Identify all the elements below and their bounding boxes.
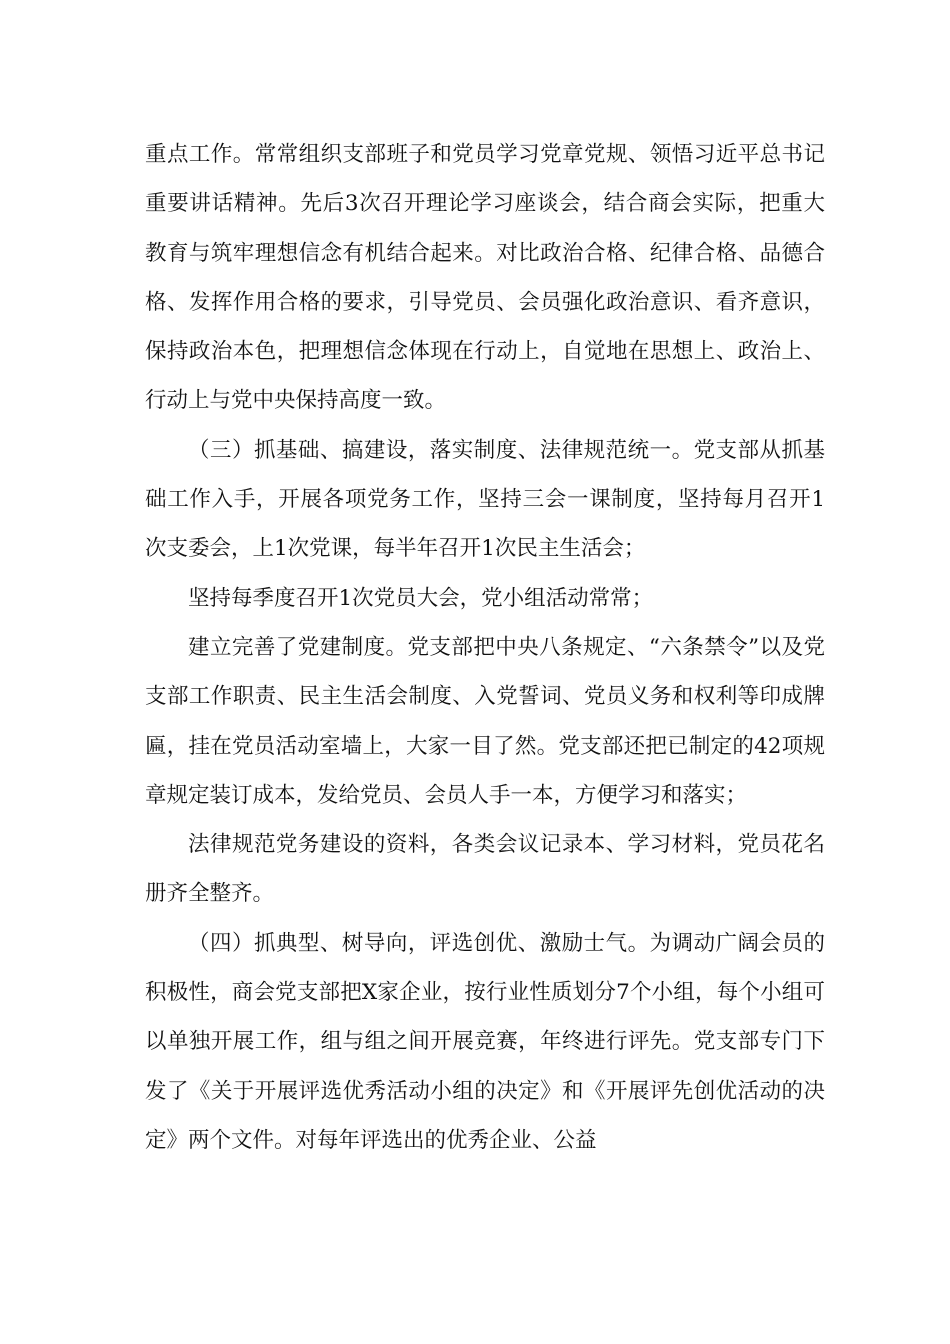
- paragraph-section-three: （三）抓基础、搞建设，落实制度、法律规范统一。党支部从抓基础工作入手，开展各项党务工作，坚持三会一课制度，坚持每月召开1次支委会，上1次党课，每半年召开1次民主生活会；: [145, 437, 825, 562]
- paragraph-continuation: 重点工作。常常组织支部班子和党员学习党章党规、领悟习近平总书记重要讲话精神。先后3次召开理论学习座谈会，结合商会实际，把重大教育与筑牢理想信念有机结合起来。对比政治合格、纪律合格、品德合格、发挥作用合格的要求，引导党员、会员强化政治意识、看齐意识，保持政治本色，把理想信念体现在行动上，自觉地在思想上、政治上、行动上与党中央保持高度一致。: [145, 142, 825, 414]
- paragraph-party-meeting: 坚持每季度召开1次党员大会，党小组活动常常；: [188, 585, 654, 611]
- paragraph-documents: 法律规范党务建设的资料，各类会议记录本、学习材料，党员花名册齐全整齐。: [145, 832, 825, 907]
- paragraph-section-four: （四）抓典型、树导向，评选创优、激励士气。为调动广阔会员的积极性，商会党支部把X家企业，按行业性质划分7个小组，每个小组可以单独开展工作，组与组之间开展竞赛，年终进行评先。党支部专门下发了《关于开展评选优秀活动小组的决定》和《开展评先创优活动的决定》两个文件。对每年评选出的优秀企业、公益: [145, 930, 825, 1153]
- paragraph-party-rules: 建立完善了党建制度。党支部把中央八条规定、“六条禁令”以及党支部工作职责、民主生活会制度、入党誓词、党员义务和权利等印成牌匾，挂在党员活动室墙上，大家一目了然。党支部还把已制定的42项规章规定装订成本，发给党员、会员人手一本，方便学习和落实；: [145, 634, 825, 808]
- document-body: [145, 130, 825, 1165]
